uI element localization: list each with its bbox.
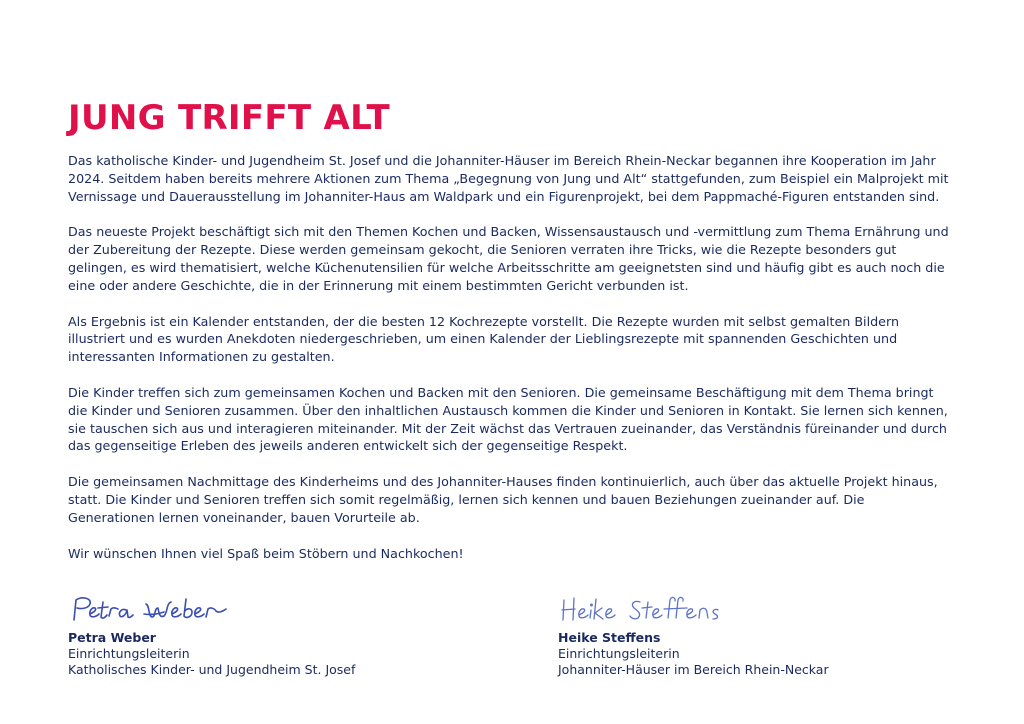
closing-line: Wir wünschen Ihnen viel Spaß beim Stöbern und Nachkochen! [68, 545, 464, 561]
paragraph-intro: Das katholische Kinder- und Jugendheim St. Josef und die Johanniter-Häuser im Bereich Rhein-Neckar begannen ihre Kooperation im Jahr 2024. Seitdem haben bereits mehrere Aktionen zum Thema „Begegnung von Jung und Alt“ stattgefunden, zum Beispiel ein Malprojekt mit Vernissage und Dauerausstellung im Johanniter-Haus am Waldpark und ein Figurenprojekt, bei dem Pappmaché-Figuren entstanden sind. [68, 153, 949, 204]
paragraph-project: Das neueste Projekt beschäftigt sich mit den Themen Kochen und Backen, Wissensaustausch und -vermittlung zum Thema Ernährung und der Zubereitung der Rezepte. Diese werden gemeinsam gekocht, die Senioren verraten ihre Tricks, wie die Rezepte besonders gut gelingen, es wird thematisiert, welche Küchenutensilien für welche Arbeitsschritte am geeignetsten sind und häufig gibt es auch noch die eine oder andere Geschichte, die in der Erinnerung mit einem bestimmten Gericht verbunden ist. [68, 224, 949, 293]
signer-organization: Katholisches Kinder- und Jugendheim St. Josef [68, 662, 356, 677]
signer-name: Petra Weber [68, 630, 156, 645]
signer-organization: Johanniter-Häuser im Bereich Rhein-Neckar [558, 662, 829, 677]
signer-name: Heike Steffens [558, 630, 661, 645]
page-title: JUNG TRIFFT ALT [68, 98, 391, 138]
paragraph-meetings: Die Kinder treffen sich zum gemeinsamen Kochen und Backen mit den Senioren. Die gemeinsame Beschäftigung mit dem Thema bringt die Kinder und Senioren zusammen. Über den inhaltlichen Austausch kommen die Kinder und Senioren in Kontakt. Sie lernen sich kennen, sie tauschen sich aus und interagieren miteinander. Mit der Zeit wächst das Vertrauen zueinander, das Verständnis füreinander und durch das gegenseitige Erleben des jeweils anderen entwickelt sich der gegenseitige Respekt. [68, 384, 948, 454]
body-text [68, 152, 954, 562]
signer-role: Einrichtungsleiterin [558, 646, 680, 661]
signer-role: Einrichtungsleiterin [68, 646, 190, 661]
paragraph-calendar: Als Ergebnis ist ein Kalender entstanden, der die besten 12 Kochrezepte vorstellt. Die Rezepte wurden mit selbst gemalten Bildern illustriert und es wurden Anekdoten niedergeschrieben, um einen Kalender der Lieblingsrezepte mit spannenden Geschichten und interessanten Informationen zu gestalten. [68, 313, 899, 365]
signature-block-petra-weber [68, 590, 355, 678]
paragraph-afternoons: Die gemeinsamen Nachmittage des Kinderheims und des Johanniter-Hauses finden kontinuierlich, auch über das aktuelle Projekt hinaus, statt. Die Kinder und Senioren treffen sich somit regelmäßig, lernen sich kennen und bauen Beziehungen zueinander auf. Die Generationen lernen voneinander, bauen Vorurteile ab. [68, 474, 938, 525]
handwritten-signature-petra-weber [68, 590, 238, 630]
handwritten-signature-heike-steffens [558, 590, 738, 630]
signature-block-heike-steffens [558, 590, 829, 678]
